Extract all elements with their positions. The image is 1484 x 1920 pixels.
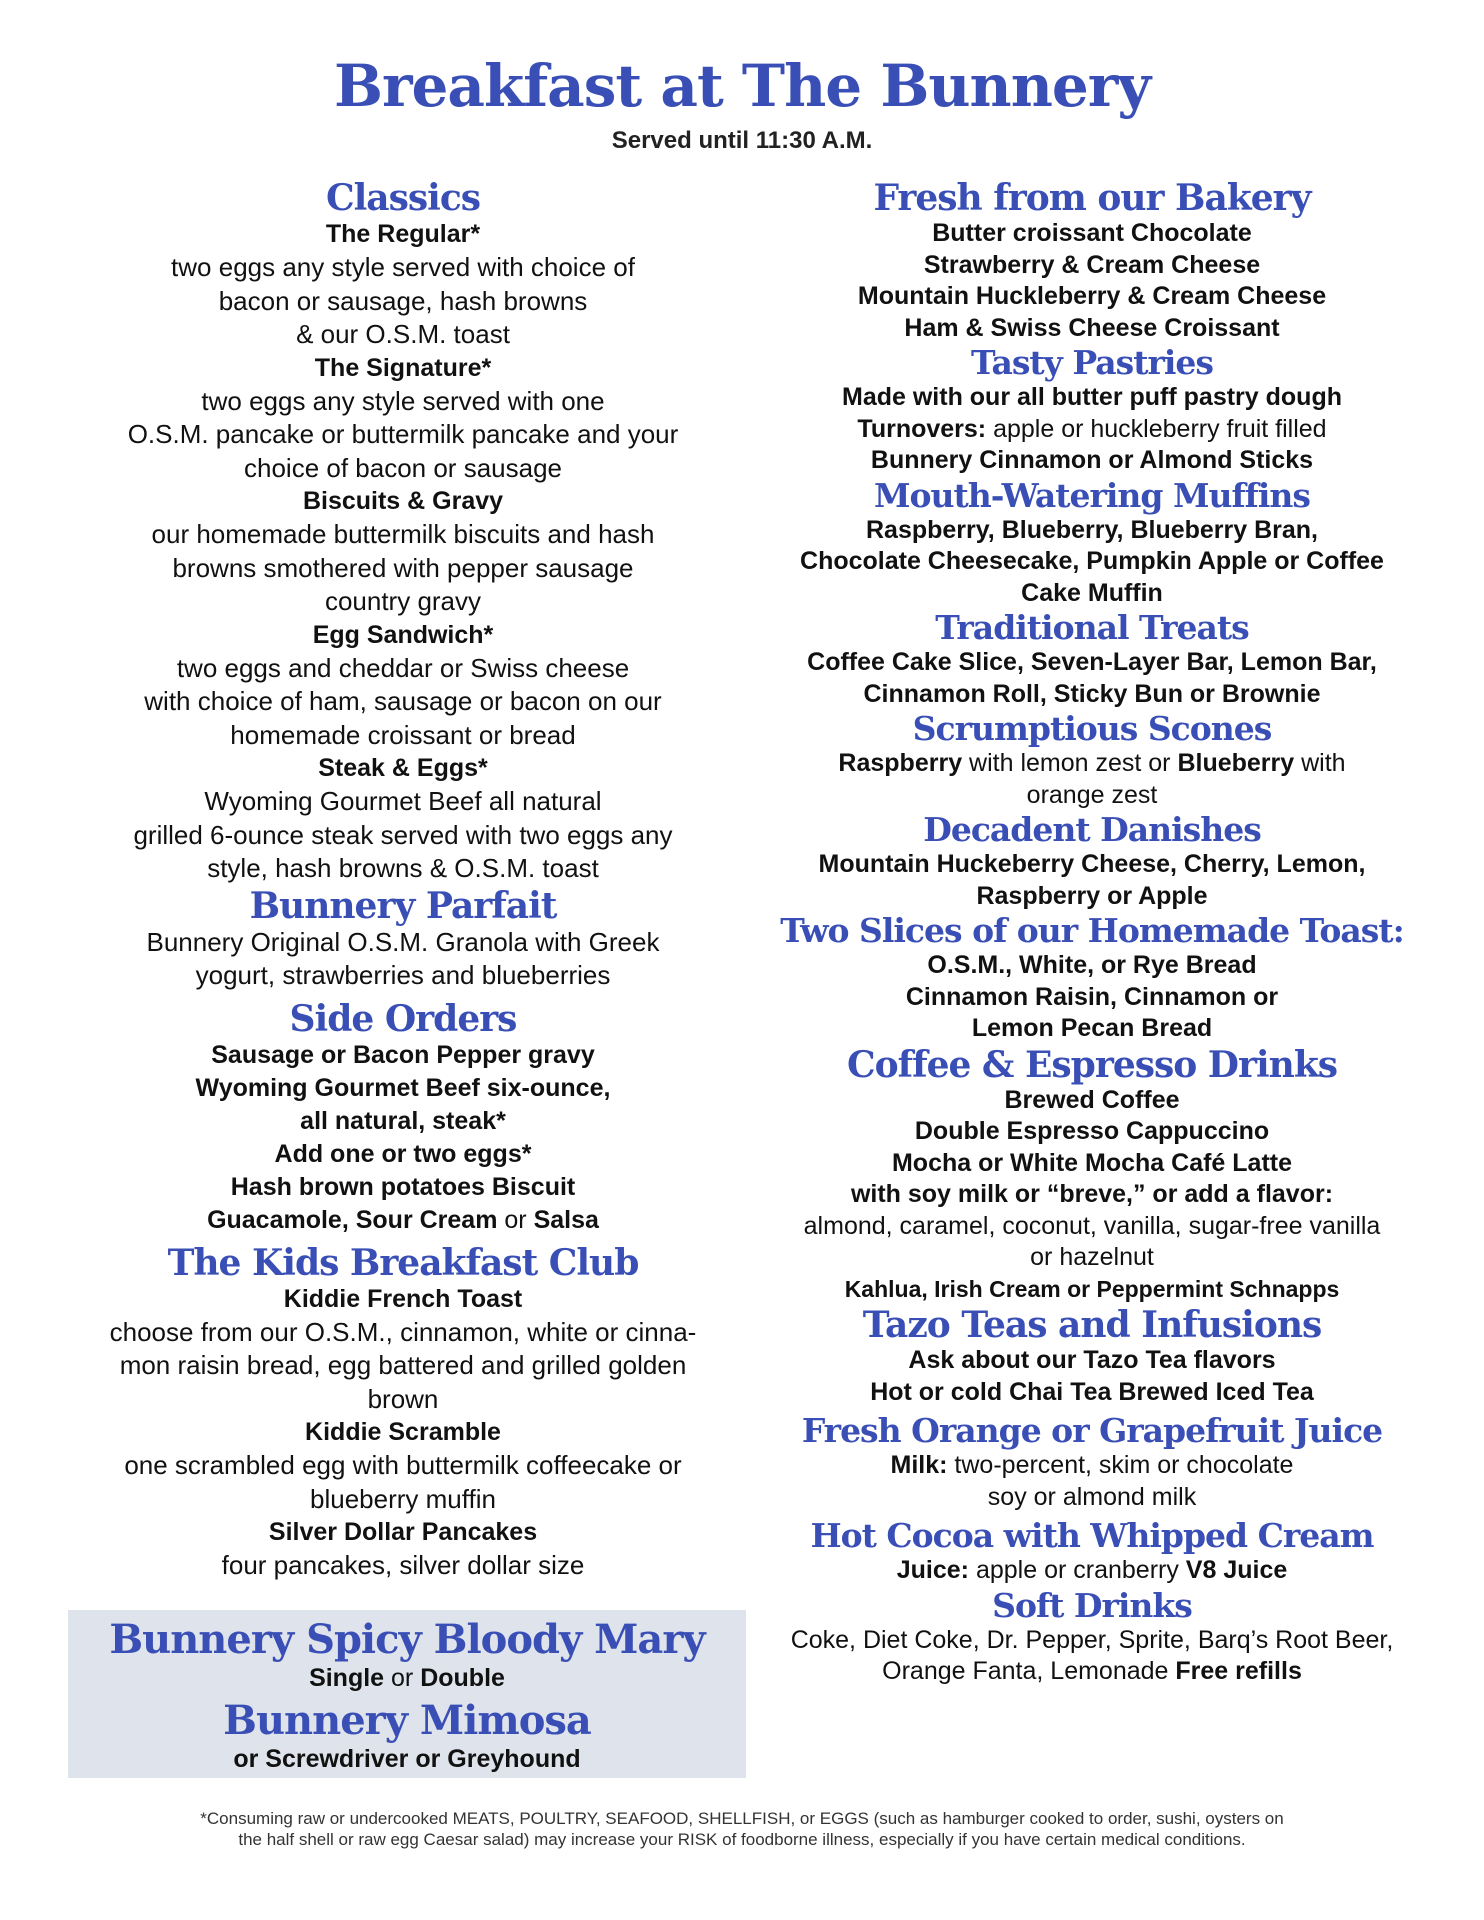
bakery-line: Mountain Huckleberry & Cream Cheese	[857, 282, 1327, 310]
coffee-line: Double Espresso Cappuccino	[914, 1117, 1270, 1145]
item-desc: blueberry muffin	[310, 1483, 496, 1514]
bakery-heading: Fresh from our Bakery	[873, 177, 1311, 219]
item-desc: country gravy	[324, 586, 482, 616]
item-name: Kiddie French Toast	[283, 1284, 523, 1313]
menu-title: Breakfast at The Bunnery	[333, 52, 1151, 120]
toast-heading: Two Slices of our Homemade Toast:	[780, 911, 1404, 950]
muffins-heading: Mouth-Watering Muffins	[874, 475, 1310, 515]
pastries-line: Bunnery Cinnamon or Almond Sticks	[870, 446, 1314, 474]
item-name: Steak & Eggs*	[318, 754, 488, 782]
item-name: Kiddie Scramble	[305, 1418, 501, 1446]
danishes-heading: Decadent Danishes	[923, 810, 1261, 849]
muffins-line: Raspberry, Blueberry, Blueberry Bran,	[865, 515, 1318, 544]
item-desc: O.S.M. pancake or buttermilk pancake and your	[127, 419, 679, 449]
muffins-line: Cake Muffin	[1021, 578, 1163, 607]
item-desc: two eggs any style served with choice of	[171, 252, 635, 282]
left-column	[70, 178, 736, 1583]
item-desc: one scrambled egg with buttermilk coffeecake or	[124, 1450, 682, 1480]
scones-line: orange zest	[1026, 780, 1158, 809]
item-desc: Wyoming Gourmet Beef all natural	[204, 786, 602, 816]
teas-heading: Tazo Teas and Infusions	[862, 1304, 1322, 1346]
item-desc: two eggs and cheddar or Swiss cheese	[176, 652, 630, 683]
juice-line: Juice: apple or cranberry V8 Juice	[896, 1556, 1288, 1584]
coffee-spirits: Kahlua, Irish Cream or Peppermint Schnapps	[844, 1275, 1340, 1302]
juice-heading: Fresh Orange or Grapefruit Juice	[801, 1411, 1383, 1450]
danishes-line: Raspberry or Apple	[976, 881, 1208, 910]
item-name: Biscuits & Gravy	[302, 487, 504, 515]
side-order-line: Sausage or Bacon Pepper gravy	[211, 1040, 595, 1069]
bloody-mary-heading: Bunnery Spicy Bloody Mary	[109, 1616, 705, 1663]
teas-line: Ask about our Tazo Tea flavors	[908, 1346, 1276, 1374]
scones-line: Raspberry with lemon zest or Blueberry with	[838, 749, 1346, 777]
parfait-desc: yogurt, strawberries and blueberries	[195, 960, 611, 990]
danishes-line: Mountain Huckeberry Cheese, Cherry, Lemon,	[818, 850, 1366, 878]
drinks-promo-box	[68, 1610, 746, 1778]
menu-item	[70, 485, 736, 619]
toast-line: O.S.M., White, or Rye Bread	[927, 951, 1257, 979]
soft-drinks-heading: Soft Drinks	[992, 1585, 1192, 1625]
kids-heading: The Kids Breakfast Club	[167, 1241, 639, 1284]
coffee-flavors: or hazelnut	[1030, 1243, 1154, 1271]
item-name: The Signature*	[314, 353, 492, 382]
right-column	[762, 178, 1422, 1688]
health-disclaimer: *Consuming raw or undercooked MEATS, POULTRY, SEAFOOD, SHELLFISH, or EGGS (such as hamburger cooked to order, sushi, oysters on the half shell or raw egg Caesar salad) may increase your RISK of foodborne illness, especially if you have certain medical conditions.	[200, 1809, 1284, 1849]
treats-heading: Traditional Treats	[935, 608, 1249, 647]
cocoa-heading: Hot Cocoa with Whipped Cream	[810, 1516, 1374, 1555]
bloody-mary-sizes: Single or Double	[309, 1664, 505, 1692]
classics-heading: Classics	[325, 177, 481, 219]
coffee-heading: Coffee & Espresso Drinks	[846, 1043, 1338, 1086]
parfait-desc: Bunnery Original O.S.M. Granola with Greek	[146, 926, 660, 957]
coffee-flavors: almond, caramel, coconut, vanilla, sugar-free vanilla	[803, 1211, 1381, 1240]
muffins-line: Chocolate Cheesecake, Pumpkin Apple or Coffee	[800, 547, 1384, 575]
item-desc: four pancakes, silver dollar size	[221, 1550, 585, 1580]
pastries-heading: Tasty Pastries	[971, 343, 1213, 382]
side-order-line: Guacamole, Sour Cream or Salsa	[207, 1205, 599, 1234]
milk-line: Milk: two-percent, skim or chocolate	[890, 1451, 1294, 1479]
item-desc: choose from our O.S.M., cinnamon, white or cinna-	[109, 1316, 697, 1347]
item-desc: grilled 6-ounce steak served with two eggs any	[133, 819, 673, 850]
coffee-line: Mocha or White Mocha Café Latte	[891, 1148, 1293, 1177]
milk-line: soy or almond milk	[987, 1482, 1197, 1511]
coffee-line: Brewed Coffee	[1004, 1085, 1180, 1114]
menu-item	[70, 1516, 736, 1583]
soft-drinks-line: Orange Fanta, Lemonade Free refills	[882, 1657, 1302, 1685]
side-order-line: Wyoming Gourmet Beef six-ounce,	[195, 1073, 611, 1102]
menu-item	[70, 619, 736, 753]
mimosa-options: or Screwdriver or Greyhound	[233, 1745, 581, 1773]
pastries-line: Made with our all butter puff pastry dough	[842, 383, 1342, 411]
side-order-line: all natural, steak*	[300, 1106, 506, 1135]
item-desc: style, hash browns & O.S.M. toast	[207, 853, 599, 883]
soft-drinks-line: Coke, Diet Coke, Dr. Pepper, Sprite, Barq’s Root Beer,	[790, 1625, 1394, 1654]
item-desc: choice of bacon or sausage	[244, 452, 562, 483]
item-desc: mon raisin bread, egg battered and grilled golden	[119, 1350, 687, 1380]
side-order-line: Hash brown potatoes Biscuit	[230, 1172, 576, 1201]
menu-item	[70, 218, 736, 352]
pastries-line: Turnovers: apple or huckleberry fruit filled	[857, 414, 1327, 443]
item-desc: homemade croissant or bread	[230, 719, 576, 750]
item-desc: browns smothered with pepper sausage	[172, 552, 634, 583]
mimosa-heading: Bunnery Mimosa	[223, 1697, 591, 1744]
side-order-line: Add one or two eggs*	[274, 1139, 532, 1168]
item-desc: our homemade buttermilk biscuits and hash	[151, 519, 655, 549]
menu-item	[70, 752, 736, 886]
side-orders-heading: Side Orders	[289, 997, 517, 1040]
item-desc: & our O.S.M. toast	[296, 319, 510, 349]
treats-line: Cinnamon Roll, Sticky Bun or Brownie	[863, 679, 1321, 708]
served-until: Served until 11:30 A.M.	[611, 127, 873, 154]
item-desc: bacon or sausage, hash browns	[218, 285, 588, 316]
parfait-heading: Bunnery Parfait	[249, 884, 557, 927]
menu-item	[70, 1283, 736, 1417]
toast-line: Lemon Pecan Bread	[971, 1014, 1213, 1042]
item-desc: brown	[367, 1383, 439, 1414]
item-name: The Regular*	[325, 220, 481, 248]
menu-item	[70, 352, 736, 486]
item-name: Egg Sandwich*	[312, 620, 494, 649]
teas-line: Hot or cold Chai Tea Brewed Iced Tea	[870, 1377, 1314, 1406]
item-desc: two eggs any style served with one	[201, 385, 605, 416]
bakery-line: Strawberry & Cream Cheese	[923, 250, 1261, 279]
toast-line: Cinnamon Raisin, Cinnamon or	[905, 982, 1279, 1011]
coffee-line: with soy milk or “breve,” or add a flavor:	[850, 1180, 1334, 1208]
bakery-line: Butter croissant Chocolate	[932, 219, 1252, 247]
item-name: Silver Dollar Pancakes	[268, 1518, 538, 1546]
scones-heading: Scrumptious Scones	[912, 709, 1272, 748]
treats-line: Coffee Cake Slice, Seven-Layer Bar, Lemon Bar,	[807, 648, 1377, 676]
menu-item	[70, 1416, 736, 1516]
item-desc: with choice of ham, sausage or bacon on our	[144, 686, 662, 716]
bakery-line: Ham & Swiss Cheese Croissant	[904, 313, 1280, 342]
